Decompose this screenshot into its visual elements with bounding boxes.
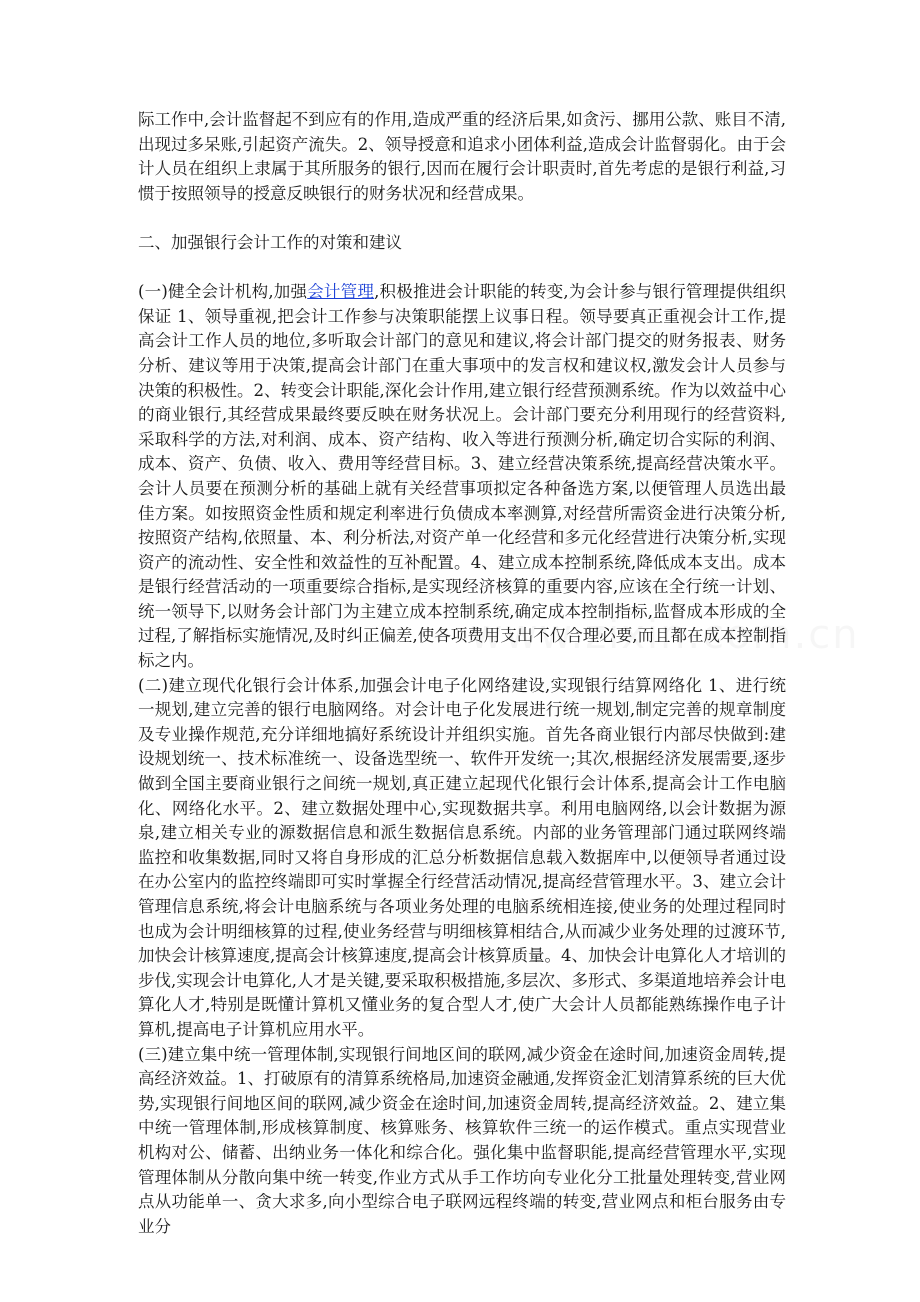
document-page [138, 108, 786, 1239]
section-heading: 二、加强银行会计工作的对策和建议 [138, 232, 402, 252]
item1-paragraph [138, 280, 786, 674]
item1-text-rest: ,积极推进会计职能的转变,为会计参与银行管理提供组织保证 1、领导重视,把会计工作参与决策职能摆上议事日程。领导要真正重视会计工作,提高会计工作人员的地位,多听取会计部门的意见和建议,将会计部门提交的财务报表、财务分析、建议等用于决策,提高会计部门在重大事项中的发言权和建议权,激发会计人员参与决策的积极性。2、转变会计职能,深化会计作用,建立银行经营预测系统。作为以效益中心的商业银行,其经营成果最终要反映在财务状况上。会计部门要充分利用现行的经营资料,采取科学的方法,对利润、成本、资产结构、收入等进行预测分析,确定切合实际的利润、成本、资产、负债、收入、费用等经营目标。3、建立经营决策系统,提高经营决策水平。会计人员要在预测分析的基础上就有关经营事项拟定各种备选方案,以便管理人员选出最佳方案。如按照资金性质和规定利率进行负债成本率测算,对经营所需资金进行决策分析,按照资产结构,依照量、本、利分析法,对资产单一化经营和多元化经营进行决策分析,实现资产的流动性、安全性和效益性的互补配置。4、建立成本控制系统,降低成本支出。成本是银行经营活动的一项重要综合指标,是实现经济核算的重要内容,应该在全行统一计划、统一领导下,以财务会计部门为主建立成本控制系统,确定成本控制指标,监督成本形成的全过程,了解指标实施情况,及时纠正偏差,使各项费用支出不仅合理必要,而且都在成本控制指标之内。 [138, 282, 786, 671]
item2-paragraph: (二)建立现代化银行会计体系,加强会计电子化网络建设,实现银行结算网络化 1、进行统一规划,建立完善的银行电脑网络。对会计电子化发展进行统一规划,制定完善的规章制度及专业操作规范,充分详细地搞好系统设计并组织实施。首先各商业银行内部尽快做到:建设规划统一、技术标准统一、设备选型统一、软件开发统一;其次,根据经济发展需要,逐步做到全国主要商业银行之间统一规划,真正建立起现代化银行会计体系,提高会计工作电脑化、网络化水平。2、建立数据处理中心,实现数据共享。利用电脑网络,以会计数据为源泉,建立相关专业的源数据信息和派生数据信息系统。内部的业务管理部门通过联网终端监控和收集数据,同时又将自身形成的汇总分析数据信息载入数据库中,以便领导者通过设在办公室内的监控终端即可实时掌握全行经营活动情况,提高经营管理水平。3、建立会计管理信息系统,将会计电脑系统与各项业务处理的电脑系统相连接,使业务的处理过程同时也成为会计明细核算的过程,使业务经营与明细核算相结合,从而减少业务处理的过渡环节,加快会计核算速度,提高会计核算速度,提高会计核算质量。4、加快会计电算化人才培训的步伐,实现会计电算化,人才是关键,要采取积极措施,多层次、多形式、多渠道地培养会计电算化人才,特别是既懂计算机又懂业务的复合型人才,使广大会计人员都能熟练操作电子计算机,提高电子计算机应用水平。 [138, 675, 786, 1039]
paragraph-gap [138, 256, 786, 281]
item1-text-start: (一)健全会计机构,加强 [138, 282, 308, 302]
paragraph-gap [138, 206, 786, 231]
intro-paragraph: 际工作中,会计监督起不到应有的作用,造成严重的经济后果,如贪污、挪用公款、账目不清,出现过多呆账,引起资产流失。2、领导授意和追求小团体利益,造成会计监督弱化。由于会计人员在组织上隶属于其所服务的银行,因而在履行会计职责时,首先考虑的是银行利益,习惯于按照领导的授意反映银行的财务状况和经营成果。 [138, 110, 786, 203]
accounting-management-link[interactable]: 会计管理 [307, 282, 375, 302]
item3-paragraph: (三)建立集中统一管理体制,实现银行间地区间的联网,减少资金在途时间,加速资金周转,提高经济效益。1、打破原有的清算系统格局,加速资金融通,发挥资金汇划清算系统的巨大优势,实现银行间地区间的联网,减少资金在途时间,加速资金周转,提高经济效益。2、建立集中统一管理体制,形成核算制度、核算账务、核算软件三统一的运作模式。重点实现营业机构对公、储蓄、出纳业务一体化和综合化。强化集中监督职能,提高经营管理水平,实现管理体制从分散向集中统一转变,作业方式从手工作坊向专业化分工批量处理转变,营业网点从功能单一、贪大求多,向小型综合电子联网远程终端的转变,营业网点和柜台服务由专业分 [138, 1044, 786, 1236]
